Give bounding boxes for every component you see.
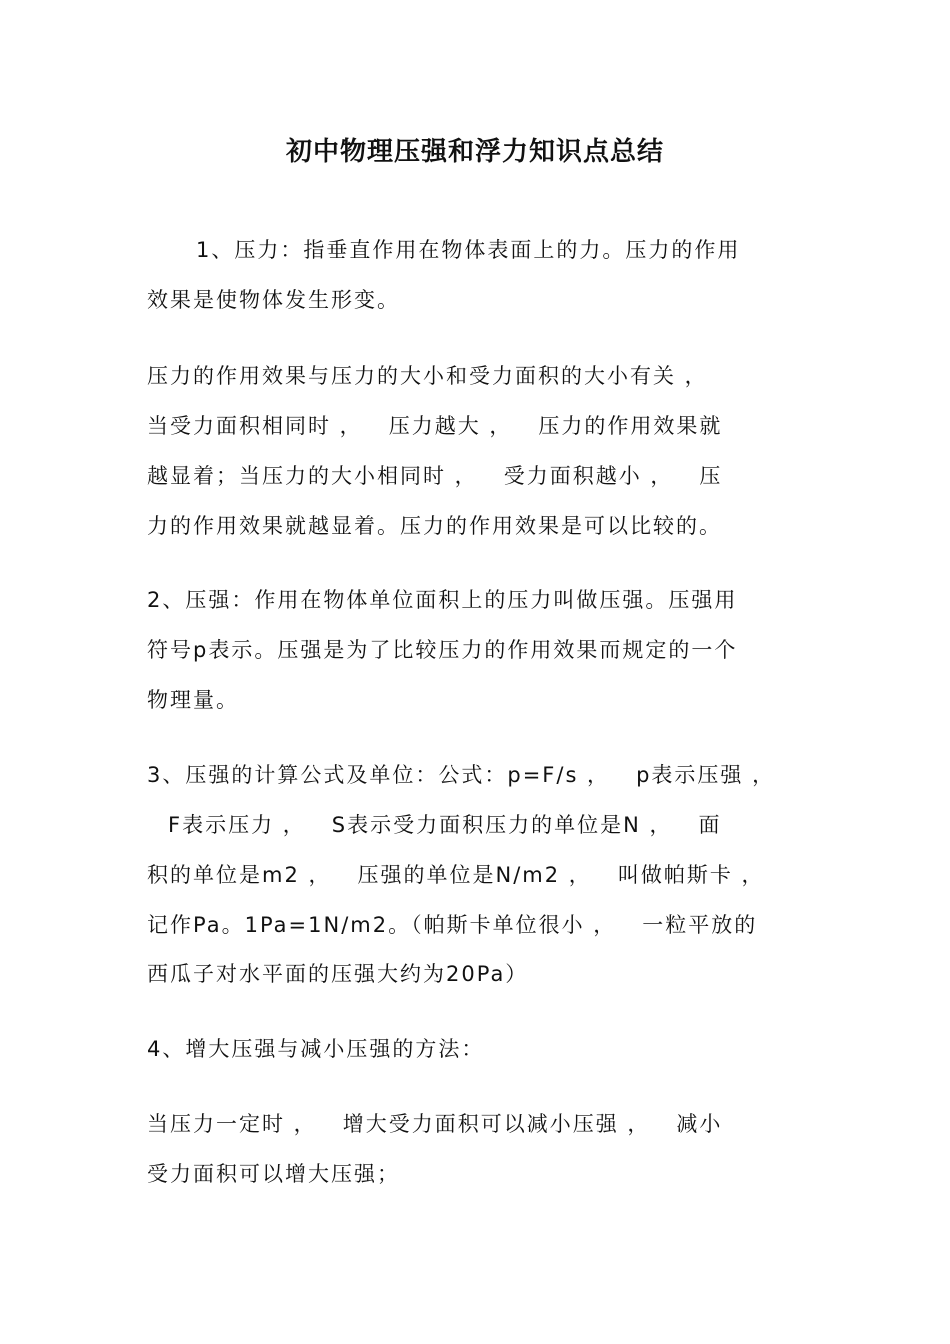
paragraph-1-line-1: 1、压力：指垂直作用在物体表面上的力。压力的作用 (196, 238, 741, 262)
paragraph-6-line-2: 受力面积可以增大压强； (147, 1162, 400, 1186)
paragraph-4-line-2: F表示压力 ， S表示受力面积压力的单位是N ， 面 (168, 813, 722, 837)
paragraph-6-line-1: 当压力一定时 ， 增大受力面积可以减小压强 ， 减小 (147, 1112, 723, 1136)
paragraph-4-line-4: 记作Pa。1Pa=1N/m2。（帕斯卡单位很小 ， 一粒平放的 (147, 913, 758, 937)
paragraph-2-line-3: 越显着；当压力的大小相同时 ， 受力面积越小 ， 压 (147, 464, 723, 488)
paragraph-4-line-5: 西瓜子对水平面的压强大约为20Pa） (147, 962, 529, 986)
paragraph-1-line-2: 效果是使物体发生形变。 (147, 288, 400, 312)
paragraph-4-line-3: 积的单位是m2 ， 压强的单位是N/m2 ， 叫做帕斯卡 ， (147, 863, 765, 887)
paragraph-3-line-2: 符号p表示。压强是为了比较压力的作用效果而规定的一个 (147, 638, 738, 662)
document-title: 初中物理压强和浮力知识点总结 (285, 137, 664, 167)
paragraph-5-line-1: 4、增大压强与减小压强的方法： (147, 1037, 485, 1061)
paragraph-2-line-4: 力的作用效果就越显着。压力的作用效果是可以比较的。 (147, 514, 722, 538)
paragraph-4-line-1: 3、压强的计算公式及单位：公式：p=F/s ， p表示压强 ， (147, 763, 776, 787)
paragraph-3-line-3: 物理量。 (147, 688, 239, 712)
paragraph-3-line-1: 2、压强：作用在物体单位面积上的压力叫做压强。压强用 (147, 588, 738, 612)
paragraph-2-line-1: 压力的作用效果与压力的大小和受力面积的大小有关 ， (147, 364, 708, 388)
paragraph-2-line-2: 当受力面积相同时 ， 压力越大 ， 压力的作用效果就 (147, 414, 723, 438)
